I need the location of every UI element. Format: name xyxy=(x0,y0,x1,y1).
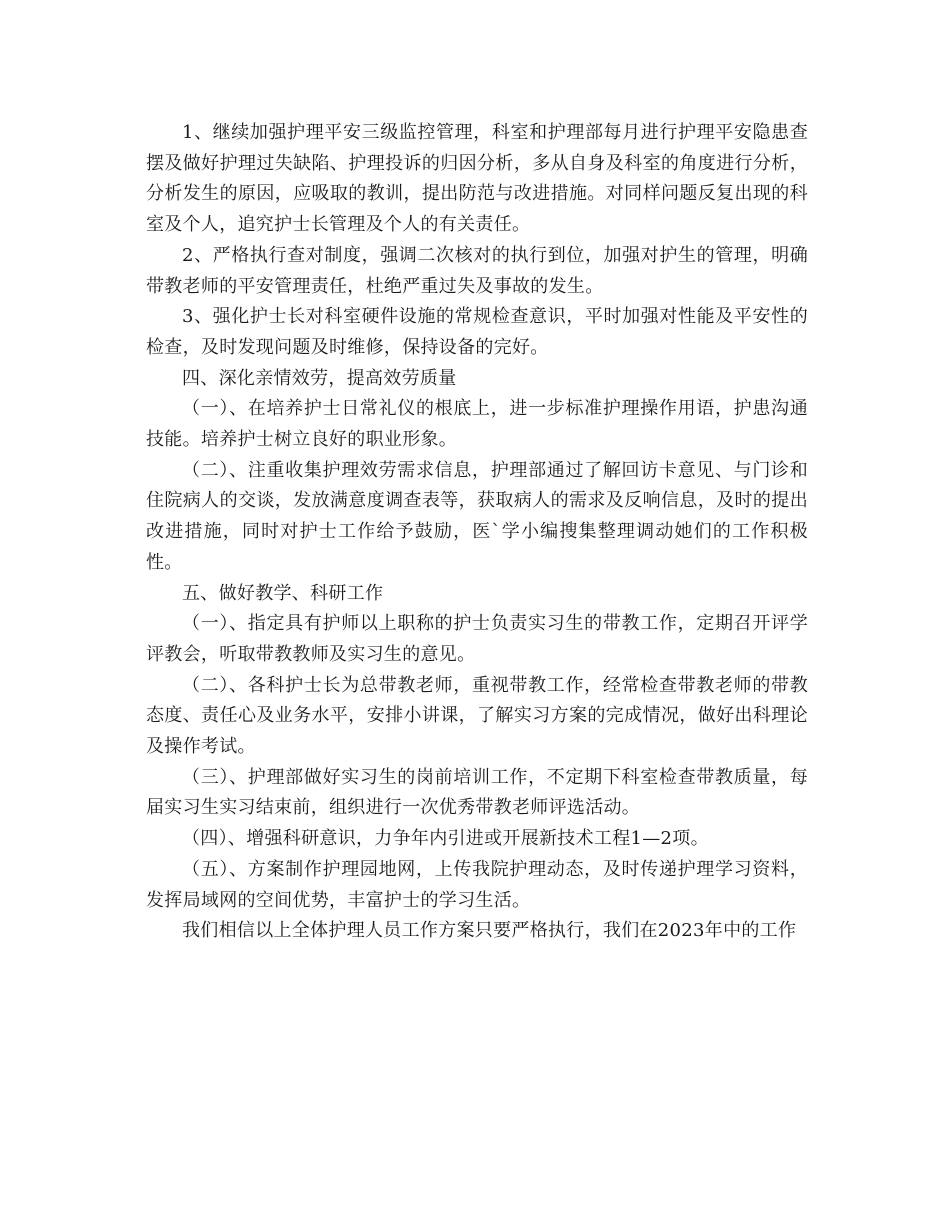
paragraph-3: 3、强化护士长对科室硬件设施的常规检查意识，平时加强对性能及平安性的检查，及时发现问题及时维修，保持设备的完好。 xyxy=(146,306,808,358)
paragraph-4-1: （一）、在培养护士日常礼仪的根底上，进一步标准护理操作用语，护患沟通技能。培养护士树立良好的职业形象。 xyxy=(146,398,808,451)
paragraph-closing: 我们相信以上全体护理人员工作方案只要严格执行，我们在2023年中的工作 xyxy=(182,920,797,942)
paragraph-5-5: （五）、方案制作护理园地网，上传我院护理动态，及时传递护理学习资料，发挥局域网的空间优势，丰富护士的学习生活。 xyxy=(146,858,808,911)
paragraph-4-2: （二）、注重收集护理效劳需求信息，护理部通过了解回访卡意见、与门诊和住院病人的交谈，发放满意度调查表等，获取病人的需求及反响信息，及时的提出改进措施，同时对护士工作给予鼓励，医`学小编搜集整理调动她们的工作积极性。 xyxy=(146,459,808,573)
document-page xyxy=(146,118,808,947)
section-heading-4: 四、深化亲情效劳，提高效劳质量 xyxy=(182,367,457,389)
paragraph-5-3: （三）、护理部做好实习生的岗前培训工作，不定期下科室检查带教质量，每届实习生实习结束前，组织进行一次优秀带教老师评选活动。 xyxy=(146,766,808,819)
paragraph-1: 1、继续加强护理平安三级监控管理，科室和护理部每月进行护理平安隐患查摆及做好护理过失缺陷、护理投诉的归因分析，多从自身及科室的角度进行分析，分析发生的原因，应吸取的教训，提出防范与改进措施。对同样问题反复出现的科室及个人，追究护士长管理及个人的有关责任。 xyxy=(146,122,808,236)
paragraph-5-1: （一）、指定具有护师以上职称的护士负责实习生的带教工作，定期召开评学评教会，听取带教教师及实习生的意见。 xyxy=(146,613,808,665)
paragraph-2: 2、严格执行查对制度，强调二次核对的执行到位，加强对护生的管理，明确带教老师的平安管理责任，杜绝严重过失及事故的发生。 xyxy=(146,244,808,297)
paragraph-5-2: （二）、各科护士长为总带教老师，重视带教工作，经常检查带教老师的带教态度、责任心及业务水平，安排小讲课，了解实习方案的完成情况，做好出科理论及操作考试。 xyxy=(146,674,808,758)
paragraph-5-4: （四）、增强科研意识，力争年内引进或开展新技术工程1—2项。 xyxy=(182,828,709,850)
section-heading-5: 五、做好教学、科研工作 xyxy=(182,582,384,604)
